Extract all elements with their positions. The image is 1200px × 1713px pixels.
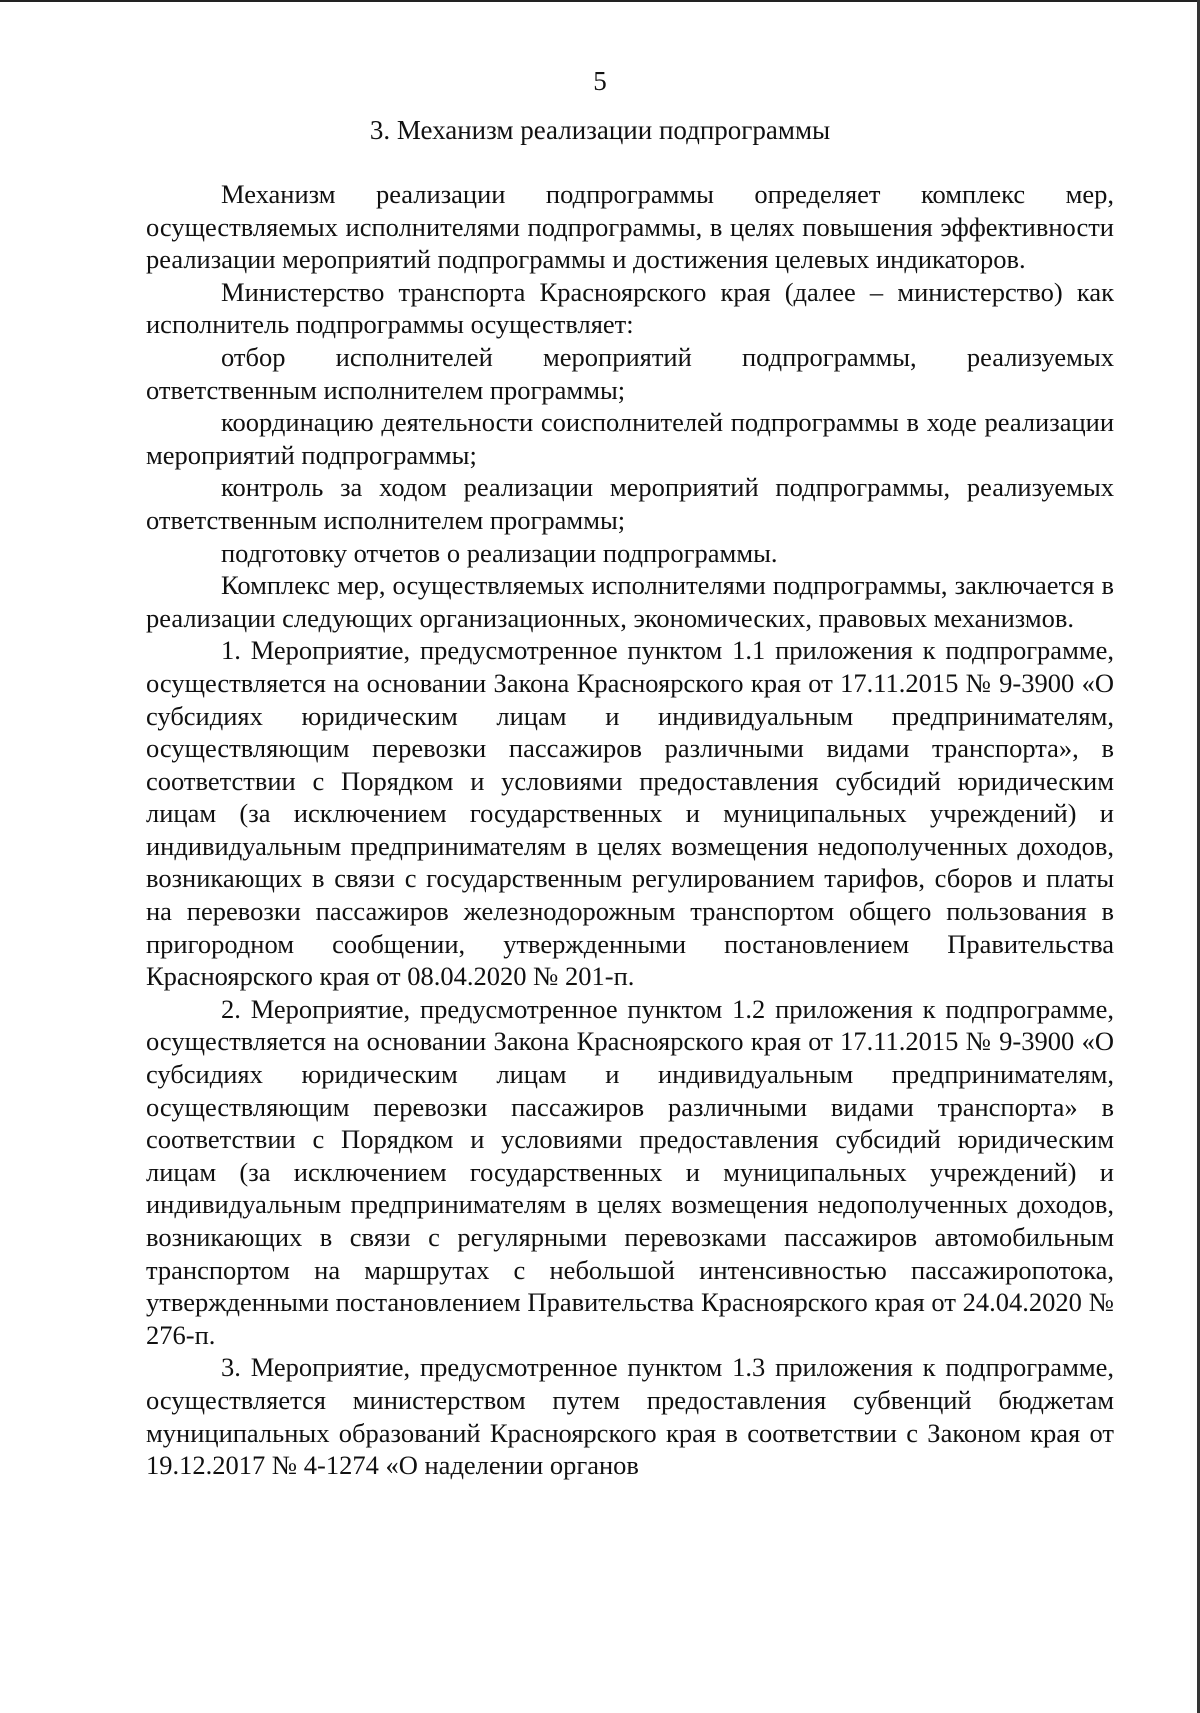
paragraph-selection: отбор исполнителей мероприятий подпрограммы, реализуемых ответственным исполнителем программы;	[146, 341, 1114, 405]
paragraph-ministry-role: Министерство транспорта Красноярского края (далее – министерство) как исполнитель подпрограммы осуществляет:	[146, 276, 1114, 340]
paragraph-measure-3: 3. Мероприятие, предусмотренное пунктом 1.3 приложения к подпрограмме, осуществляется министерством путем предоставления субвенций бюджетам муниципальных образований Красноярского края в соответствии с Законом края от 19.12.2017 № 4-1274 «О наделении органов	[146, 1352, 1114, 1481]
page-number: 5	[593, 66, 607, 96]
paragraph-measure-1: 1. Мероприятие, предусмотренное пунктом 1.1 приложения к подпрограмме, осуществляется на основании Закона Красноярского края от 17.11.2015 № 9-3900 «О субсидиях юридическим лицам и индивидуальным предпринимателям, осуществляющим перевозки пассажиров различными видами транспорта», в соответствии с Порядком и условиями предоставления субсидий юридическим лицам (за исключением государственных и муниципальных учреждений) и индивидуальным предпринимателям в целях возмещения недополученных доходов, возникающих в связи с государственным регулированием тарифов, сборов и платы на перевозки пассажиров железнодорожным транспортом общего пользования в пригородном сообщении, утвержденными постановлением Правительства Красноярского края от 08.04.2020 № 201-п.	[146, 635, 1114, 992]
paragraph-complex-measures: Комплекс мер, осуществляемых исполнителями подпрограммы, заключается в реализации следующих организационных, экономических, правовых механизмов.	[146, 570, 1114, 633]
section-title: 3. Механизм реализации подпрограммы	[369, 115, 831, 145]
scan-edge-top	[0, 0, 1200, 2]
body-text	[146, 178, 1114, 1482]
paragraph-control: контроль за ходом реализации мероприятий подпрограммы, реализуемых ответственным исполнителем программы;	[146, 472, 1114, 535]
paragraph-mechanism-definition: Механизм реализации подпрограммы определяет комплекс мер, осуществляемых исполнителями подпрограммы, в целях повышения эффективности реализации мероприятий подпрограммы и достижения целевых индикаторов.	[146, 179, 1114, 275]
paragraph-coordination: координацию деятельности соисполнителей подпрограммы в ходе реализации мероприятий подпрограммы;	[146, 407, 1114, 470]
paragraph-reports: подготовку отчетов о реализации подпрограммы.	[221, 537, 778, 568]
paragraph-measure-2: 2. Мероприятие, предусмотренное пунктом 1.2 приложения к подпрограмме, осуществляется на основании Закона Красноярского края от 17.11.2015 № 9-3900 «О субсидиях юридическим лицам и индивидуальным предпринимателям, осуществляющим перевозки пассажиров различными видами транспорта» в соответствии с Порядком и условиями предоставления субсидий юридическим лицам (за исключением государственных и муниципальных учреждений) и индивидуальным предпринимателям в целях возмещения недополученных доходов, возникающих в связи с регулярными перевозками пассажиров автомобильным транспортом на маршрутах с небольшой интенсивностью пассажиропотока, утвержденными постановлением Правительства Красноярского края от 24.04.2020 № 276-п.	[146, 993, 1114, 1350]
